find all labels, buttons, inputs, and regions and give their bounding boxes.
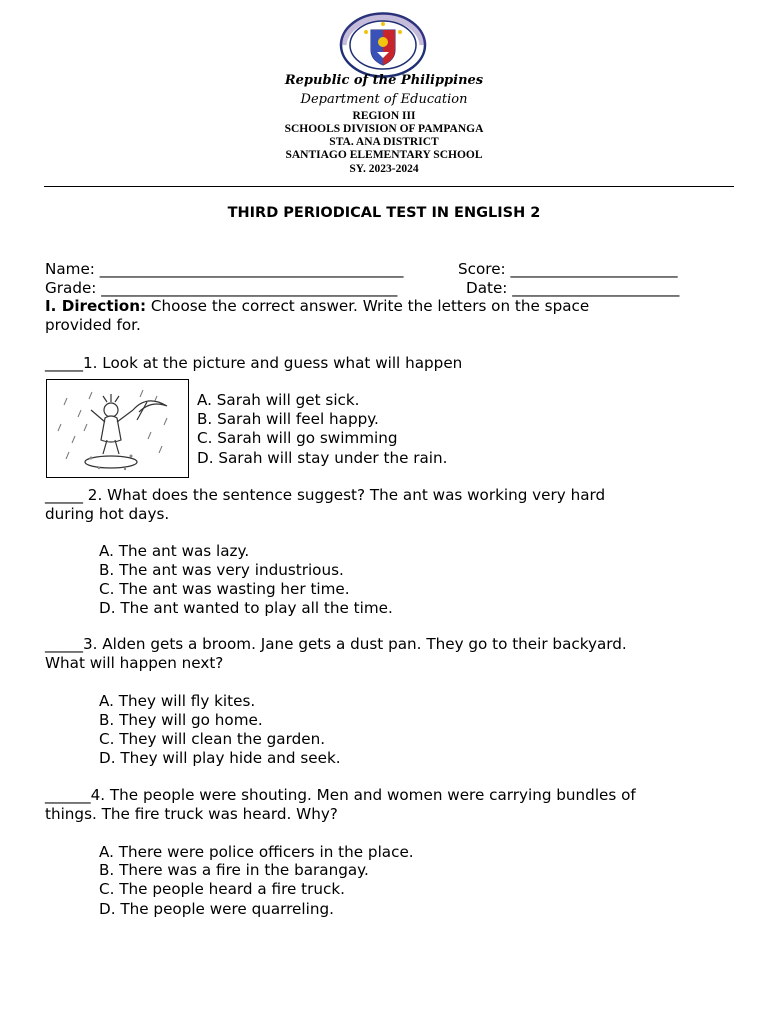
district-label: STA. ANA DISTRICT	[329, 136, 439, 148]
country-name: Republic of the Philippines	[284, 73, 484, 88]
division-label: SCHOOLS DIVISION OF PAMPANGA	[284, 123, 484, 135]
question-1-choice-b: B. Sarah will feel happy.	[197, 410, 379, 428]
girl-in-rain-icon	[47, 380, 188, 477]
question-1-choice-c: C. Sarah will go swimming	[197, 429, 398, 447]
name-field[interactable]: Name: ________________________________________	[45, 260, 404, 278]
school-year-label: SY. 2023-2024	[349, 163, 419, 175]
question-4-stem: ______4. The people were shouting. Men and women were carrying bundles of	[45, 786, 636, 804]
question-3-stem: _____3. Alden gets a broom. Jane gets a dust pan. They go to their backyard.	[45, 635, 627, 653]
question-3-stem-line2: What will happen next?	[45, 654, 224, 672]
question-2-stem: _____ 2. What does the sentence suggest? The ant was working very hard	[45, 486, 606, 504]
department-name: Department of Education	[300, 92, 468, 107]
school-label: SANTIAGO ELEMENTARY SCHOOL	[285, 149, 483, 161]
date-field[interactable]: Date: ______________________	[466, 279, 680, 297]
question-2-choice-c: C. The ant was wasting her time.	[99, 580, 350, 598]
question-2-choice-b: B. The ant was very industrious.	[99, 561, 344, 579]
deped-seal-icon	[339, 12, 427, 78]
direction-line	[45, 297, 589, 316]
question-2-choice-a: A. The ant was lazy.	[99, 542, 250, 560]
question-4-choice-b: B. There was a fire in the barangay.	[99, 861, 369, 879]
question-2-stem-line2: during hot days.	[45, 505, 170, 523]
direction-label: I. Direction:	[45, 297, 147, 315]
question-3-choice-b: B. They will go home.	[99, 711, 263, 729]
header-divider	[44, 186, 734, 187]
question-1-picture	[46, 379, 189, 478]
score-field[interactable]: Score: ______________________	[458, 260, 678, 278]
question-3-choice-c: C. They will clean the garden.	[99, 730, 326, 748]
grade-field[interactable]: Grade: _______________________________________	[45, 279, 398, 297]
question-4-choice-c: C. The people heard a fire truck.	[99, 880, 345, 898]
question-1-stem: _____1. Look at the picture and guess what will happen	[45, 354, 463, 372]
direction-text-line2: provided for.	[45, 316, 141, 334]
question-4-choice-a: A. There were police officers in the place.	[99, 843, 414, 861]
question-4-stem-line2: things. The fire truck was heard. Why?	[45, 805, 338, 823]
question-4-choice-d: D. The people were quarreling.	[99, 900, 334, 918]
question-1-choice-a: A. Sarah will get sick.	[197, 391, 360, 409]
question-2-choice-d: D. The ant wanted to play all the time.	[99, 599, 393, 617]
region-label: REGION III	[352, 110, 416, 122]
test-title: THIRD PERIODICAL TEST IN ENGLISH 2	[227, 205, 541, 221]
question-3-choice-d: D. They will play hide and seek.	[99, 749, 341, 767]
question-3-choice-a: A. They will fly kites.	[99, 692, 256, 710]
direction-text: Choose the correct answer. Write the letters on the space	[146, 297, 590, 315]
question-1-choice-d: D. Sarah will stay under the rain.	[197, 449, 448, 467]
